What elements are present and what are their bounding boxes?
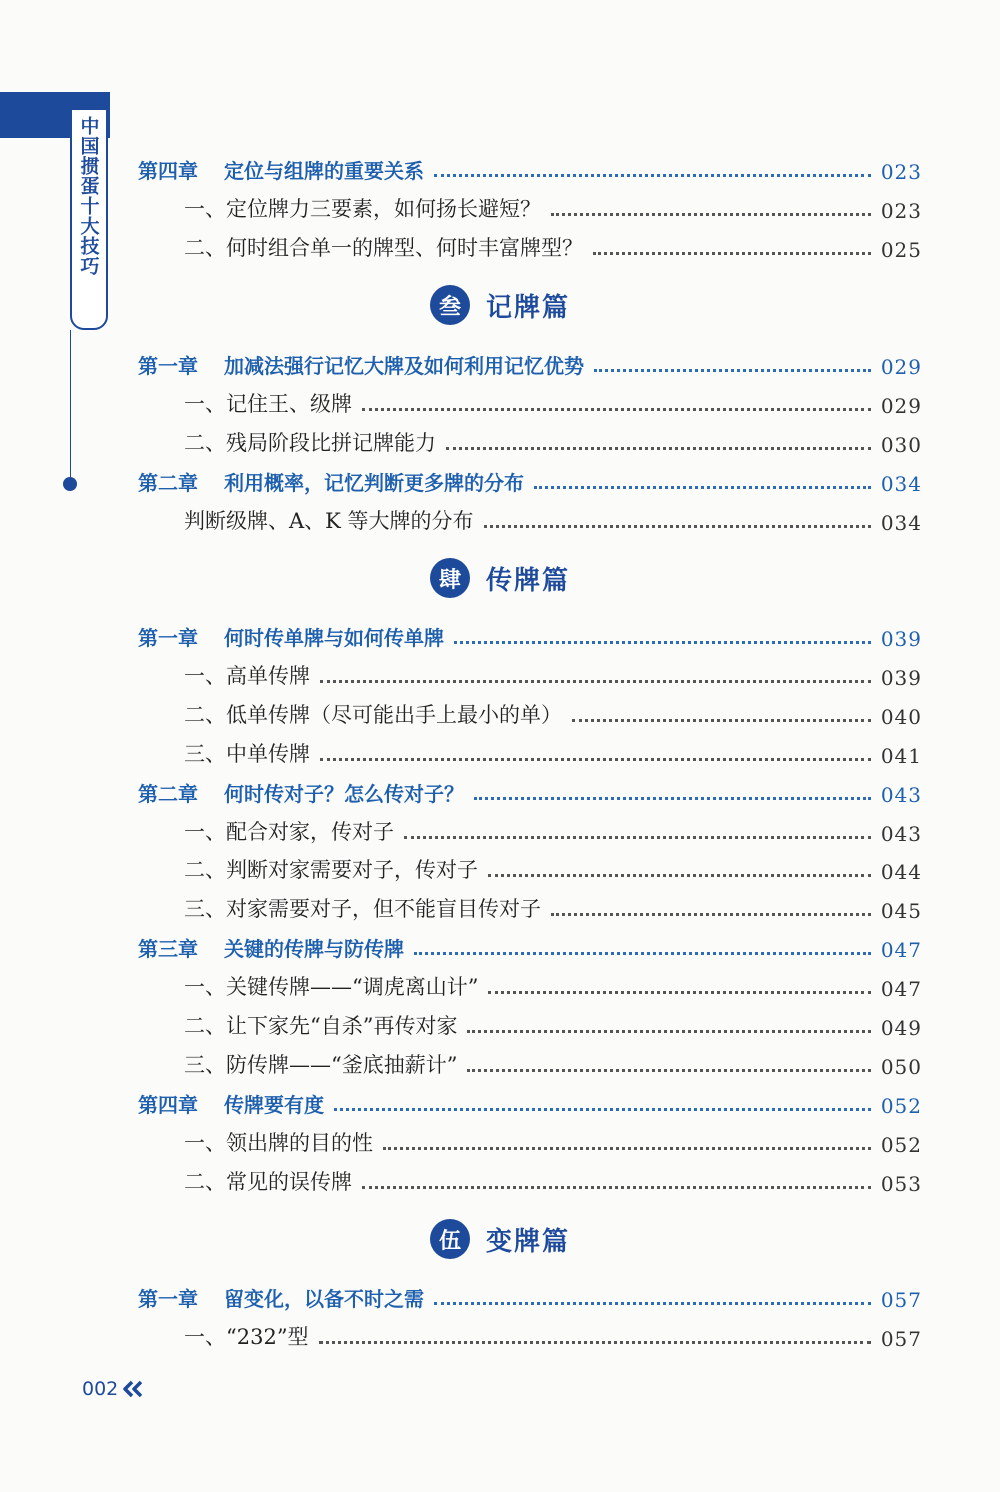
toc-section-row[interactable] [138,1317,922,1351]
page-ref: 047 [880,977,922,1002]
section-title: 三、中单传牌 [184,741,310,766]
toc-section-row[interactable] [138,1006,922,1040]
toc-chapter-label [138,350,584,379]
part-title: 记牌篇 [485,292,570,323]
toc-chapter-label [138,155,424,184]
page-ref: 057 [880,1326,922,1351]
section-title: 判断级牌、A、K 等大牌的分布 [184,508,474,533]
dot-leader [320,680,871,683]
page-ref: 034 [880,471,922,496]
chapter-title: 传牌要有度 [224,1092,324,1117]
toc-chapter-row[interactable] [138,345,922,379]
page-ref: 050 [880,1054,922,1079]
dot-leader [414,952,871,955]
toc-chapter-label [138,622,444,651]
toc-chapter-label [138,1283,424,1312]
section-title: 一、关键传牌——“调虎离山计” [184,975,479,1000]
page-ref: 030 [880,432,922,457]
double-chevron-left-icon [122,1380,144,1398]
dot-leader [434,1302,871,1305]
page-ref: 040 [880,704,922,729]
toc-section-row[interactable] [138,501,922,535]
dot-leader [488,991,870,994]
dot-leader [572,719,871,722]
page-ref: 052 [880,1132,922,1157]
section-title: 三、防传牌——“釜底抽薪计” [184,1052,458,1077]
part-mark: 叁 [430,285,470,325]
toc-chapter-row[interactable] [138,150,922,184]
toc-section-row[interactable] [138,1162,922,1196]
dot-leader [319,1341,871,1344]
section-title: 一、定位牌力三要素，如何扬长避短？ [184,196,541,221]
dot-leader [474,797,871,800]
section-title: 二、低单传牌（尽可能出手上最小的单） [184,702,562,727]
page-ref: 045 [880,899,922,924]
section-title: 二、常见的误传牌 [184,1169,352,1194]
page-ref: 057 [880,1288,922,1312]
chapter-title: 利用概率，记忆判断更多牌的分布 [224,470,524,495]
chapter-title: 加减法强行记忆大牌及如何利用记忆优势 [224,354,584,378]
dot-leader [334,1108,871,1111]
toc-section-row[interactable] [138,850,922,884]
section-title: 二、何时组合单一的牌型、何时丰富牌型？ [184,235,583,260]
page-ref: 049 [880,1016,922,1040]
toc-section-row[interactable] [138,734,922,768]
chapter-number: 第二章 [138,781,198,806]
dot-leader [362,408,871,411]
chapter-number: 第四章 [138,1092,198,1117]
dot-leader [484,525,871,528]
chapter-number: 第四章 [138,159,198,183]
part-title: 变牌篇 [485,1226,570,1257]
toc-section-row[interactable] [138,228,922,262]
toc-section-row[interactable] [138,189,922,223]
toc-section-row[interactable] [138,1045,922,1079]
chapter-number: 第一章 [138,626,198,650]
toc-chapter-label [138,778,464,807]
page-ref: 043 [880,821,922,846]
section-title: 一、高单传牌 [184,663,310,688]
page-ref: 041 [880,743,922,768]
toc-chapter-row[interactable] [138,773,922,807]
toc-chapter-row[interactable] [138,462,922,496]
dot-leader [362,1186,871,1189]
chapter-title: 留变化，以备不时之需 [224,1287,424,1311]
section-title: 一、配合对家，传对子 [184,819,394,844]
page-ref: 039 [880,627,922,651]
chapter-title: 何时传对子？怎么传对子？ [224,781,464,806]
part-heading [0,280,1000,330]
toc-chapter-row[interactable] [138,928,922,962]
part-mark: 肆 [430,558,470,598]
chapter-title: 何时传单牌与如何传单牌 [224,626,444,650]
toc-chapter-row[interactable] [138,1278,922,1312]
page-number [82,1378,144,1400]
dot-leader [534,486,871,489]
section-title: 三、对家需要对子，但不能盲目传对子 [184,897,541,922]
chapter-number: 第一章 [138,354,198,378]
part-title: 传牌篇 [485,565,570,596]
page-ref: 052 [880,1093,922,1118]
chapter-title: 定位与组牌的重要关系 [224,159,424,183]
page-number-text: 002 [82,1378,119,1400]
toc-section-row[interactable] [138,423,922,457]
dot-leader [467,1069,870,1072]
dot-leader [551,913,871,916]
dot-leader [594,369,871,372]
page-ref: 043 [880,782,922,807]
toc-section-row[interactable] [138,889,922,923]
toc-chapter-row[interactable] [138,617,922,651]
dot-leader [383,1147,871,1150]
dot-leader [446,447,871,450]
dot-leader [404,836,871,839]
dot-leader [593,252,871,255]
toc-section-row[interactable] [138,695,922,729]
section-title: 一、记住王、级牌 [184,391,352,416]
book-title: 中国掼蛋十大技巧 [77,116,100,276]
toc-chapter-label [138,1089,324,1118]
dot-leader [434,174,871,177]
chapter-number: 第三章 [138,937,198,962]
part-heading [0,1214,1000,1264]
toc-section-row[interactable] [138,384,922,418]
toc-section-row[interactable] [138,967,922,1001]
chapter-number: 第二章 [138,470,198,495]
section-title: 二、让下家先“自杀”再传对家 [184,1014,458,1038]
page-ref: 053 [880,1171,922,1196]
page-ref: 029 [880,393,922,418]
section-title: 一、“232”型 [184,1324,309,1349]
page-ref: 023 [880,160,922,184]
page-ref: 039 [880,665,922,690]
dot-leader [551,213,871,216]
toc-chapter-row[interactable] [138,1084,922,1118]
dot-leader [467,1030,870,1033]
dot-leader [488,874,871,877]
toc-section-row[interactable] [138,656,922,690]
page-ref: 034 [880,510,922,535]
page-ref: 047 [880,938,922,963]
toc-section-row[interactable] [138,812,922,846]
page-ref: 029 [880,355,922,379]
section-title: 二、残局阶段比拼记牌能力 [184,430,436,455]
part-mark: 伍 [430,1219,470,1259]
section-title: 二、判断对家需要对子，传对子 [184,858,478,883]
part-heading [0,553,1000,603]
toc-chapter-label [138,933,404,962]
section-title: 一、领出牌的目的性 [184,1130,373,1155]
page-ref: 025 [880,237,922,262]
chapter-title: 关键的传牌与防传牌 [224,937,404,962]
toc-chapter-label [138,467,524,496]
page-ref: 044 [880,860,922,885]
page-ref: 023 [880,198,922,223]
dot-leader [454,641,871,644]
chapter-number: 第一章 [138,1287,198,1311]
toc-section-row[interactable] [138,1123,922,1157]
dot-leader [320,758,871,761]
